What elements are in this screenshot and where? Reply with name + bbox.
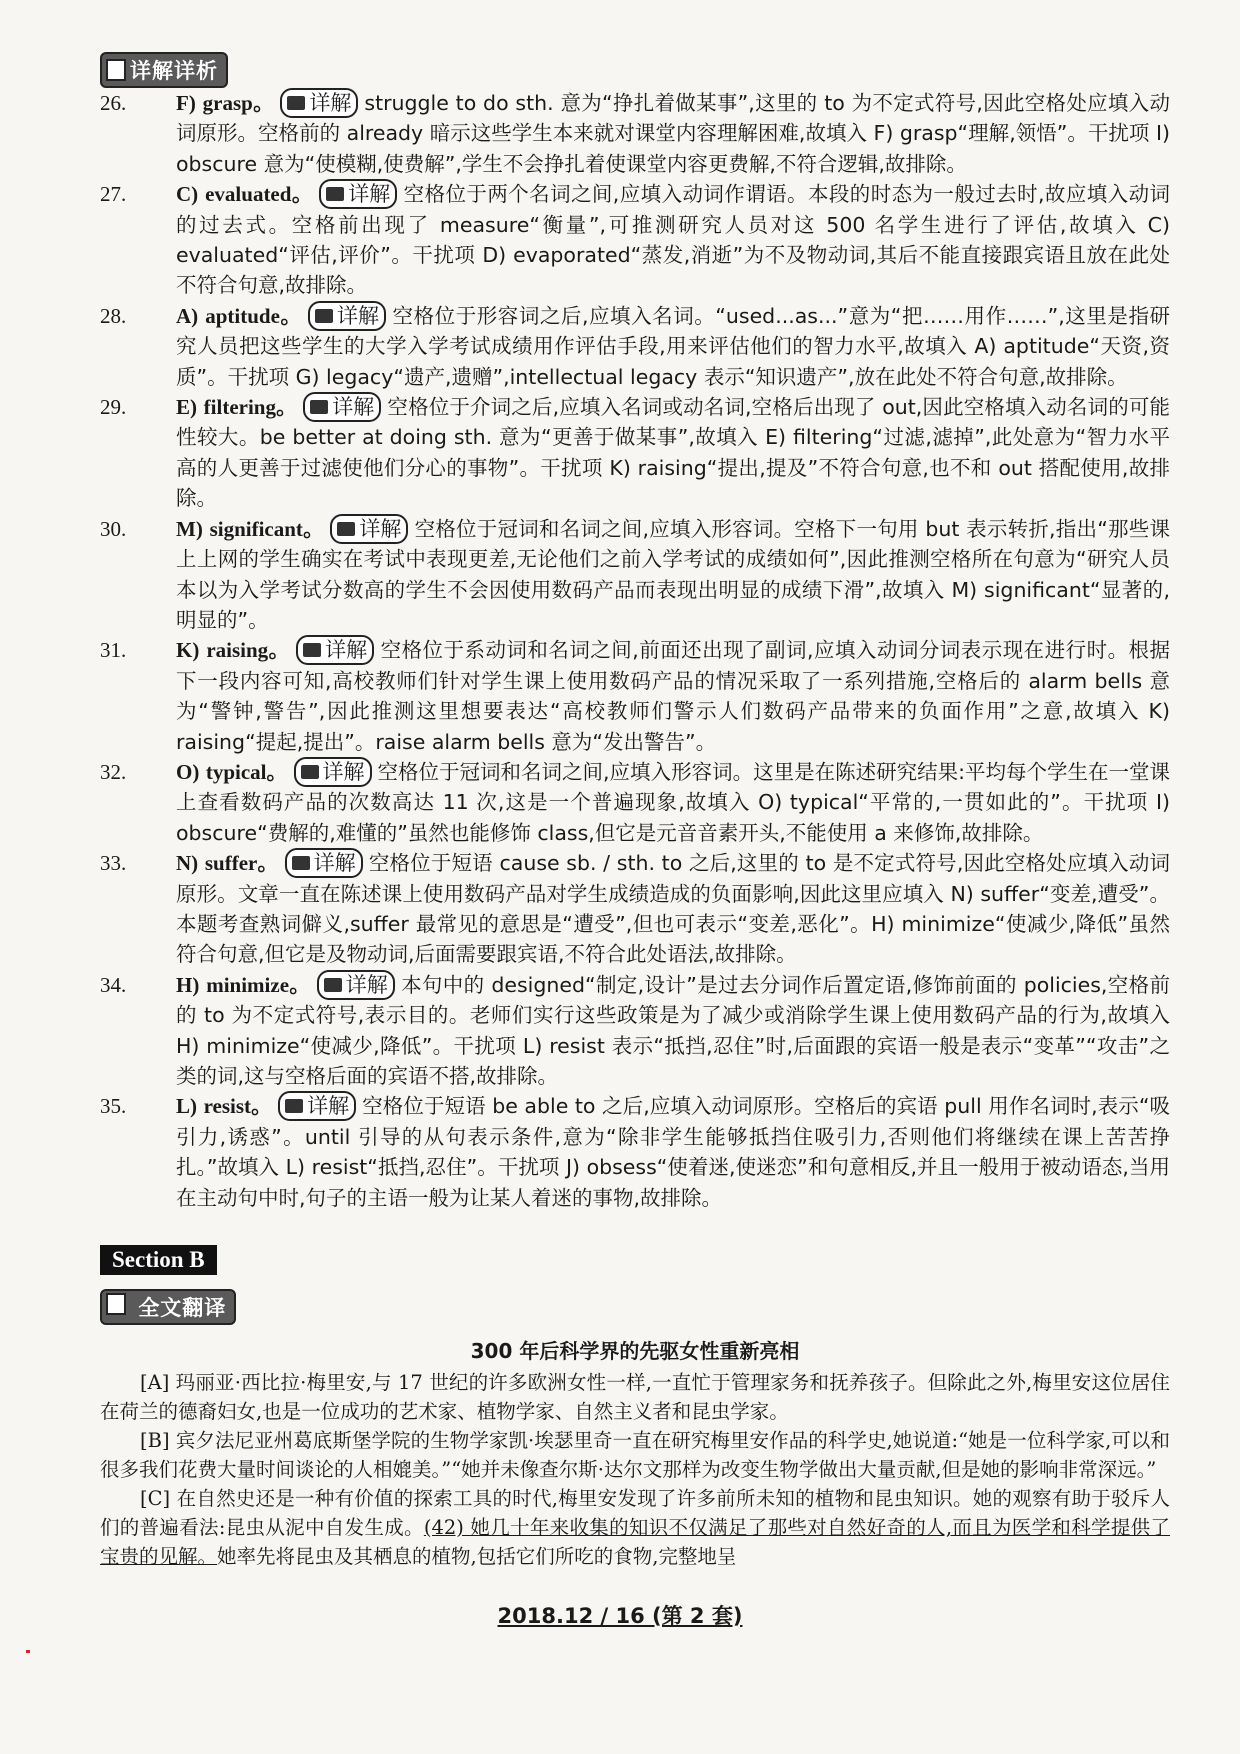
folder-icon bbox=[337, 522, 355, 536]
explanation-item bbox=[100, 88, 1170, 179]
answer-letter: M) bbox=[176, 516, 203, 541]
answer-word: resist。 bbox=[203, 1094, 273, 1119]
folder-icon bbox=[324, 978, 342, 992]
answer-letter: K) bbox=[176, 638, 200, 663]
folder-icon bbox=[292, 856, 310, 870]
answer-word: suffer。 bbox=[204, 851, 279, 876]
detail-badge: 详解 bbox=[319, 179, 397, 209]
explanation-text: struggle to do sth. 意为“挣扎着做某事”,这里的 to 为不定式符号,因此空格处应填入动词原形。空格前的 already 暗示这些学生本来就对课堂内容理解困难,故填入 F) grasp“理解,领悟”。干扰项 I) obscure 意为“使模糊,使费解”,学生不会挣扎着使课堂内容更费解,不符合逻辑,故排除。 bbox=[176, 91, 1170, 176]
section-b-heading: Section B bbox=[100, 1245, 217, 1275]
answer-letter: O) bbox=[176, 759, 200, 784]
translation-title: 300 年后科学界的先驱女性重新亮相 bbox=[470, 1339, 800, 1364]
item-number: 31. bbox=[100, 638, 127, 663]
explanation-text: 空格位于形容词之后,应填入名词。“used...as...”意为“把……用作……”,这里是指研究人员把这些学生的大学入学考试成绩用作评估手段,用来评估他们的智力水平,故填入 A) aptitude“天资,资质”。干扰项 G) legacy“遗产,遗赠”,intellectual legacy 表示“知识遗产”,放在此处不符合句意,故排除。 bbox=[176, 303, 1170, 389]
detail-badge: 详解 bbox=[330, 514, 408, 544]
item-number: 32. bbox=[100, 759, 127, 784]
explanation-item bbox=[100, 848, 1170, 970]
explanation-item bbox=[100, 301, 1170, 392]
answer-letter: F) bbox=[176, 91, 196, 115]
notebook-icon bbox=[106, 1293, 126, 1315]
folder-icon bbox=[326, 187, 344, 201]
item-number: 29. bbox=[100, 395, 127, 420]
explanation-item bbox=[100, 757, 1170, 848]
detail-badge: 详解 bbox=[317, 970, 395, 1000]
notebook-icon bbox=[106, 59, 126, 81]
folder-icon bbox=[303, 643, 321, 657]
answer-word: typical。 bbox=[205, 759, 288, 784]
folder-icon bbox=[315, 309, 333, 323]
answer-word: grasp。 bbox=[202, 91, 275, 115]
paragraph-b: [B] 宾夕法尼亚州葛底斯堡学院的生物学家凯·埃瑟里奇一直在研究梅里安作品的科学史,她说道:“她是一位科学家,可以和很多我们花费大量时间谈论的人相媲美。”“她并未像查尔斯·达尔文那样为改变生物学做出大量贡献,但是她的影响非常深远。” bbox=[100, 1429, 1170, 1482]
item-number: 30. bbox=[100, 516, 127, 541]
item-number: 26. bbox=[100, 91, 127, 115]
explanation-item bbox=[100, 635, 1170, 757]
answer-letter: L) bbox=[176, 1094, 197, 1119]
explanation-text: 空格位于冠词和名词之间,应填入形容词。空格下一句用 but 表示转折,指出“那些课上上网的学生确实在考试中表现更差,无论他们之前入学考试的成绩如何”,因此推测空格所在句意为“研究人员本以为入学考试分数高的学生不会因使用数码产品而表现出明显的成绩下滑”,故填入 M) significant“显著的,明显的”。 bbox=[176, 516, 1171, 632]
explanation-item bbox=[100, 392, 1170, 514]
detail-badge: 详解 bbox=[285, 848, 363, 878]
answer-letter: A) bbox=[176, 303, 199, 328]
item-number: 33. bbox=[100, 851, 127, 876]
answer-letter: H) bbox=[176, 972, 200, 997]
explanation-text: 空格位于短语 cause sb. / sth. to 之后,这里的 to 是不定式符号,因此空格处应填入动词原形。文章一直在陈述课上使用数码产品对学生成绩造成的负面影响,因此这里应填入 N) suffer“变差,遭受”。本题考查熟词僻义,suffer 最常见的意思是“遭受”,但也可表示“变差,恶化”。H) minimize“使减少,降低”虽然符合句意,但它是及物动词,后面需要跟宾语,不符合此处语法,故排除。 bbox=[176, 851, 1170, 967]
detail-badge: 详解 bbox=[296, 635, 374, 665]
paragraph-c: [C] 在自然史还是一种有价值的探索工具的时代,梅里安发现了许多前所未知的植物和昆虫知识。她的观察有助于驳斥人们的普遍看法:昆虫从泥中自发生成。(42) 她几十年来收集的知识不仅满足了那些对自然好奇的人,而且为医学和科学提供了宝贵的见解。她率先将昆虫及其栖息的植物,包括它们所吃的食物,完整地呈 bbox=[100, 1487, 1170, 1569]
detail-badge: 详解 bbox=[303, 392, 381, 422]
explanation-text: 空格位于两个名词之间,应填入动词作谓语。本段的时态为一般过去时,故应填入动词的过去式。空格前出现了 measure“衡量”,可推测研究人员对这 500 名学生进行了评估,故填入 C) evaluated“评估,评价”。干扰项 D) evaporated“蒸发,消逝”为不及物动词,其后不能直接跟宾语且放在此处不符合句意,故排除。 bbox=[176, 182, 1170, 298]
folder-icon bbox=[301, 765, 319, 779]
explanation-text: 空格位于介词之后,应填入名词或动名词,空格后出现了 out,因此空格填入动名词的可能性较大。be better at doing sth. 意为“更善于做某事”,故填入 E) filtering“过滤,滤掉”,此处意为“智力水平高的人更善于过滤使他们分心的事物”。干扰项 K) raising“提出,提及”不符合句意,也不和 out 搭配使用,故排除。 bbox=[176, 395, 1171, 511]
answer-word: aptitude。 bbox=[205, 303, 303, 328]
explanation-text: 空格位于短语 be able to 之后,应填入动词原形。空格后的宾语 pull 用作名词时,表示“吸引力,诱惑”。until 引导的从句表示条件,意为“除非学生能够抵挡住吸引力,否则他们将继续在课上苦苦挣扎。”故填入 L) resist“抵挡,忍住”。干扰项 J) obsess“使着迷,使迷恋”和句意相反,并且一般用于被动语态,当用在主动句中时,句子的主语一般为让某人着迷的事物,故排除。 bbox=[176, 1094, 1171, 1210]
explanation-item bbox=[100, 1091, 1170, 1213]
detail-badge: 详解 bbox=[278, 1091, 356, 1121]
detail-badge: 详解 bbox=[294, 757, 372, 787]
explanation-item bbox=[100, 970, 1170, 1092]
explanation-item bbox=[100, 514, 1170, 636]
item-number: 27. bbox=[100, 182, 127, 207]
folder-icon bbox=[310, 400, 328, 414]
answer-letter: C) bbox=[176, 182, 199, 207]
explanation-text: 空格位于系动词和名词之间,前面还出现了副词,应填入动词分词表示现在进行时。根据下一段内容可知,高校教师们针对学生课上使用数码产品的情况采取了一系列措施,空格后的 alarm bells 意为“警钟,警告”,因此推测这里想要表达“高校教师们警示人们数码产品带来的负面作用”之意,故填入 K) raising“提起,提出”。raise alarm bells 意为“发出警告”。 bbox=[176, 638, 1171, 754]
answer-explanations bbox=[100, 88, 1170, 1213]
paragraph-a: [A] 玛丽亚·西比拉·梅里安,与 17 世纪的许多欧洲女性一样,一直忙于管理家务和抚养孩子。但除此之外,梅里安这位居住在荷兰的德裔妇女,也是一位成功的艺术家、植物学家、自然主义者和昆虫学家。 bbox=[100, 1371, 1170, 1424]
explanation-item bbox=[100, 179, 1170, 301]
item-number: 28. bbox=[100, 303, 127, 328]
answer-word: evaluated。 bbox=[205, 182, 314, 207]
detail-badge: 详解 bbox=[308, 301, 386, 331]
explanation-text: 本句中的 designed“制定,设计”是过去分词作后置定语,修饰前面的 policies,空格前的 to 为不定式符号,表示目的。老师们实行这些政策是为了减少或消除学生课上使用数码产品的行为,故填入 H) minimize“使减少,降低”。干扰项 L) resist 表示“抵挡,忍住”时,后面跟的宾语一般是表示“变革”“攻击”之类的词,这与空格后面的宾语不搭,故排除。 bbox=[176, 972, 1170, 1088]
answer-word: significant。 bbox=[209, 516, 325, 541]
page-footer: 2018.12 / 16 (第 2 套) bbox=[497, 1604, 743, 1628]
section-tag-detailed-analysis: 详解详析 bbox=[100, 52, 228, 88]
scan-mark bbox=[26, 1650, 30, 1653]
underlined-sentence-42: (42) 她几十年来收集的知识不仅满足了那些对自然好奇的人,而且为医学和科学提供了宝贵的见解。 bbox=[100, 1516, 1170, 1569]
answer-letter: E) bbox=[176, 395, 197, 420]
detail-badge: 详解 bbox=[280, 88, 358, 118]
explanation-text: 空格位于冠词和名词之间,应填入形容词。这里是在陈述研究结果:平均每个学生在一堂课上查看数码产品的次数高达 11 次,这是一个普遍现象,故填入 O) typical“平常的,一贯如此的”。干扰项 I) obscure“费解的,难懂的”虽然也能修饰 class,但它是元音音素开头,不能使用 a 来修饰,故排除。 bbox=[176, 759, 1170, 845]
section-tag-full-translation: 全文翻译 bbox=[100, 1289, 236, 1325]
item-number: 35. bbox=[100, 1094, 127, 1119]
folder-icon bbox=[287, 96, 305, 110]
answer-word: raising。 bbox=[206, 638, 291, 663]
answer-word: minimize。 bbox=[206, 972, 311, 997]
answer-letter: N) bbox=[176, 851, 199, 876]
document-page bbox=[100, 52, 1170, 1571]
folder-icon bbox=[285, 1099, 303, 1113]
answer-word: filtering。 bbox=[203, 395, 298, 420]
item-number: 34. bbox=[100, 972, 127, 997]
